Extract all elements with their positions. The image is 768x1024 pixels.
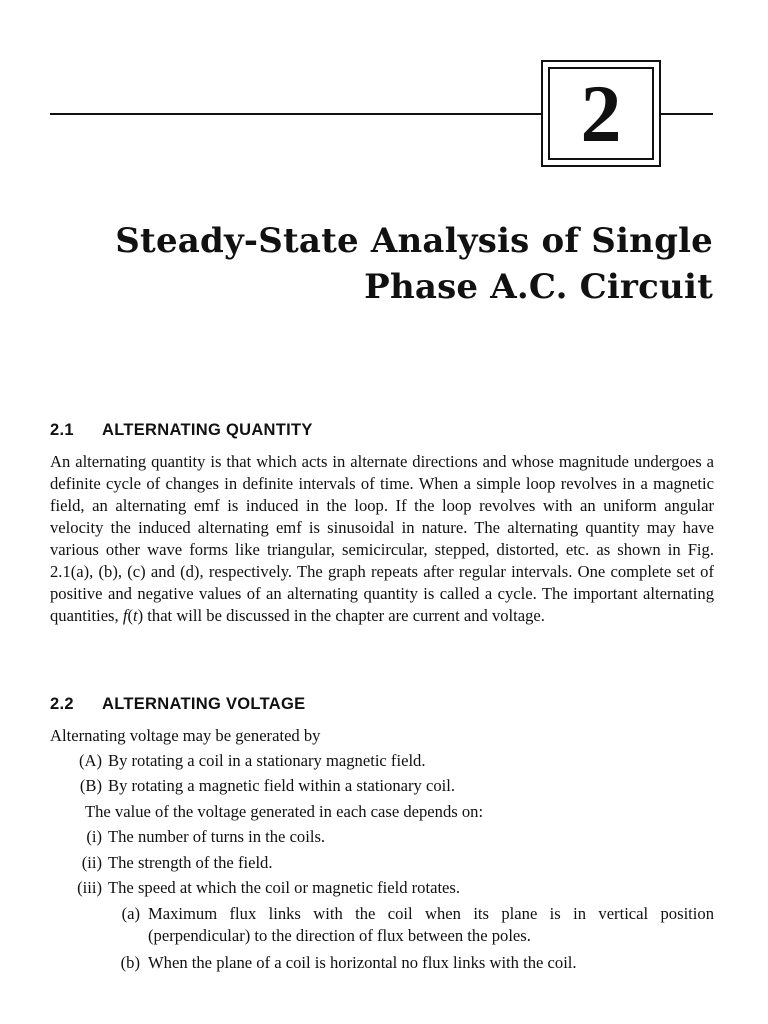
section-title: ALTERNATING VOLTAGE — [102, 695, 306, 713]
section-number: 2.2 — [50, 695, 74, 713]
chapter-title-line-1: Steady-State Analysis of Single — [115, 221, 713, 261]
section-2-2-intro: Alternating voltage may be generated by — [50, 726, 321, 745]
list-item-factor-i — [50, 826, 714, 848]
list-item-factor-iii — [50, 877, 714, 899]
chapter-title — [33, 218, 713, 310]
list-text: By rotating a magnetic field within a stationary coil. — [108, 776, 455, 795]
list-text: The speed at which the coil or magnetic field rotates. — [108, 878, 461, 897]
list-label: (A) — [78, 751, 102, 770]
section-heading-2-2 — [50, 695, 305, 714]
function-t: t — [132, 606, 138, 625]
chapter-number: 2 — [548, 67, 654, 160]
list-text: The strength of the field. — [108, 853, 273, 872]
list-label: (iii) — [77, 878, 102, 897]
list-label: (a) — [121, 904, 140, 923]
section-title: ALTERNATING QUANTITY — [102, 421, 313, 439]
list-item-method-a — [50, 750, 714, 772]
list-label: (b) — [120, 953, 140, 972]
paragraph-text: An alternating quantity is that which acts in alternate directions and whose magnitude undergoes a definite cycle of changes in definite intervals of time. When a simple loop revolves in a magnetic field, an alternating emf is induced in the loop. If the loop revolves with an uniform angular velocity the induced alternating emf is sinusoidal in nature. The alternating quantity may have various other wave forms like triangular, semicircular, stepped, distorted, etc. as shown in Fig. 2.1(a), (b), (c) and (d), respectively. The graph repeats after regular intervals. One complete set of positive and negative values of an alternating quantity is called a cycle. The important alternating quantities, — [50, 452, 714, 625]
depends-intro: The value of the voltage generated in each case depends on: — [85, 802, 484, 821]
list-label: (B) — [79, 776, 102, 795]
list-item-sub-a — [50, 903, 714, 947]
list-item-factor-ii — [50, 852, 714, 874]
paren-close: ) — [137, 606, 144, 625]
section-heading-2-1 — [50, 421, 313, 440]
list-text: By rotating a coil in a stationary magnetic field. — [108, 751, 426, 770]
function-f: f — [122, 606, 128, 625]
list-text: When the plane of a coil is horizontal no flux links with the coil. — [148, 953, 577, 972]
section-2-1-paragraph — [50, 451, 714, 627]
paren-open: ( — [127, 606, 133, 625]
chapter-title-line-2: Phase A.C. Circuit — [364, 267, 713, 307]
list-item-sub-b — [50, 952, 714, 974]
list-text: The number of turns in the coils. — [108, 827, 326, 846]
list-label: (ii) — [81, 853, 102, 872]
chapter-number-box — [541, 60, 661, 167]
list-label: (i) — [86, 827, 102, 846]
list-text: Maximum flux links with the coil when its plane is in vertical position (perpendicular) to the direction of flux between the poles. — [148, 904, 714, 945]
paragraph-text-end: that will be discussed in the chapter are current and voltage. — [143, 606, 545, 625]
section-number: 2.1 — [50, 421, 74, 439]
list-item-method-b — [50, 775, 714, 797]
